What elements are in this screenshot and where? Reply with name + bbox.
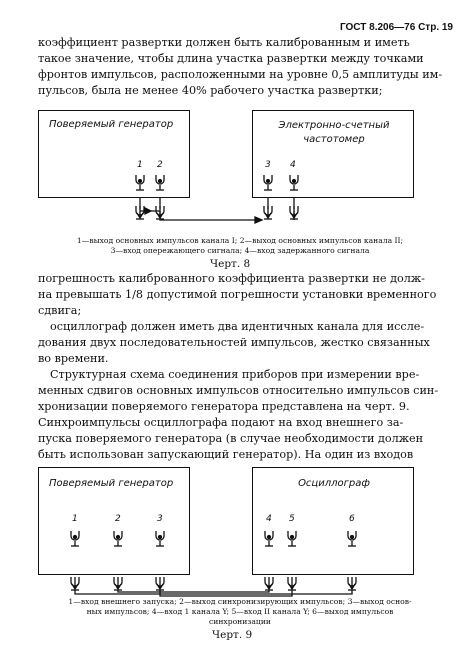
figure-legend: синхронизации xyxy=(209,617,271,626)
text-line: быть использован запускающий генератор). На один из входов xyxy=(38,448,414,461)
pin-label: 1 xyxy=(72,514,78,524)
pin-label: 2 xyxy=(157,160,163,170)
connector-icon xyxy=(264,175,272,190)
plug-icon xyxy=(156,577,164,590)
text-line: во времени. xyxy=(38,352,109,365)
text-line: менных сдвигов основных импульсов относительно импульсов син- xyxy=(38,384,439,397)
text-line: пуска поверяемого генератора (в случае необходимости должен xyxy=(38,432,424,445)
pin-label: 2 xyxy=(115,514,121,524)
pin-label: 3 xyxy=(265,160,271,170)
connector-icon xyxy=(290,175,298,190)
plug-icon xyxy=(136,206,144,219)
box-title: Поверяемый генератор xyxy=(49,478,174,489)
plug-icon xyxy=(290,206,298,219)
text-line: дования двух последовательностей импульсов, жестко связанных xyxy=(38,336,430,349)
connector-icon xyxy=(136,175,144,190)
box-title: Поверяемый генератор xyxy=(49,119,174,130)
figure-legend: 1—выход основных импульсов канала I; 2—выход основных импульсов канала II; xyxy=(76,236,404,245)
connector-icon xyxy=(288,531,296,546)
text-line: погрешность калиброванного коэффициента развертки не долж- xyxy=(38,272,425,285)
plug-icon xyxy=(71,577,79,590)
connector-icon xyxy=(114,531,122,546)
figure-legend: 3—вход опережающего сигнала; 4—вход задержанного сигнала xyxy=(110,246,370,255)
cable-lines xyxy=(75,590,352,596)
plug-icon xyxy=(264,206,272,219)
connector-icon xyxy=(265,531,273,546)
text-line: осциллограф должен иметь два идентичных канала для иссле- xyxy=(50,320,425,333)
page-header: ГОСТ 8.206—76 Стр. 19 xyxy=(339,22,453,33)
connector-icon xyxy=(348,531,356,546)
pin-label: 1 xyxy=(137,160,143,170)
text-line: хронизации поверяемого генератора представлена на черт. 9. xyxy=(38,400,410,413)
pin-label: 5 xyxy=(289,514,295,524)
connector-icon xyxy=(156,175,164,190)
text-line: на превышать 1/8 допустимой погрешности установки временного xyxy=(38,288,437,301)
text-line: коэффициент развертки должен быть калиброванным и иметь xyxy=(38,36,410,49)
text-line: такое значение, чтобы длина участка развертки между точками xyxy=(38,52,424,65)
connector-icon xyxy=(156,531,164,546)
pin-label: 4 xyxy=(290,160,296,170)
pin-label: 6 xyxy=(349,514,355,524)
pin-label: 4 xyxy=(266,514,272,524)
box-title: Электронно-счетный частотомер xyxy=(278,120,390,145)
text-line: пульсов, была не менее 40% рабочего участка развертки; xyxy=(38,84,383,97)
figure-legend: 1—вход внешнего запуска; 2—выход синхронизирующих импульсов; 3—выход основ- xyxy=(68,597,412,606)
text-line: Синхроимпульсы осциллографа подают на вход внешнего за- xyxy=(38,416,404,429)
figure-label: Черт. 9 xyxy=(212,629,253,641)
pin-label: 3 xyxy=(157,514,163,524)
connector-icon xyxy=(71,531,79,546)
figure-legend: ных импульсов; 4—вход 1 канала Y; 5—вход II канала Y; 6—выход импульсов xyxy=(86,607,394,616)
figure-label: Черт. 8 xyxy=(210,258,251,270)
text-line: фронтов импульсов, расположенными на уровне 0,5 амплитуды им- xyxy=(38,68,443,81)
plug-icon xyxy=(265,577,273,590)
plug-icon xyxy=(348,577,356,590)
box-title: Осциллограф xyxy=(298,478,370,489)
plug-icon xyxy=(288,577,296,590)
plug-icon xyxy=(114,577,122,590)
text-line: Структурная схема соединения приборов при измерении вре- xyxy=(50,368,420,381)
text-line: сдвига; xyxy=(38,304,82,317)
plug-icon xyxy=(156,206,164,219)
